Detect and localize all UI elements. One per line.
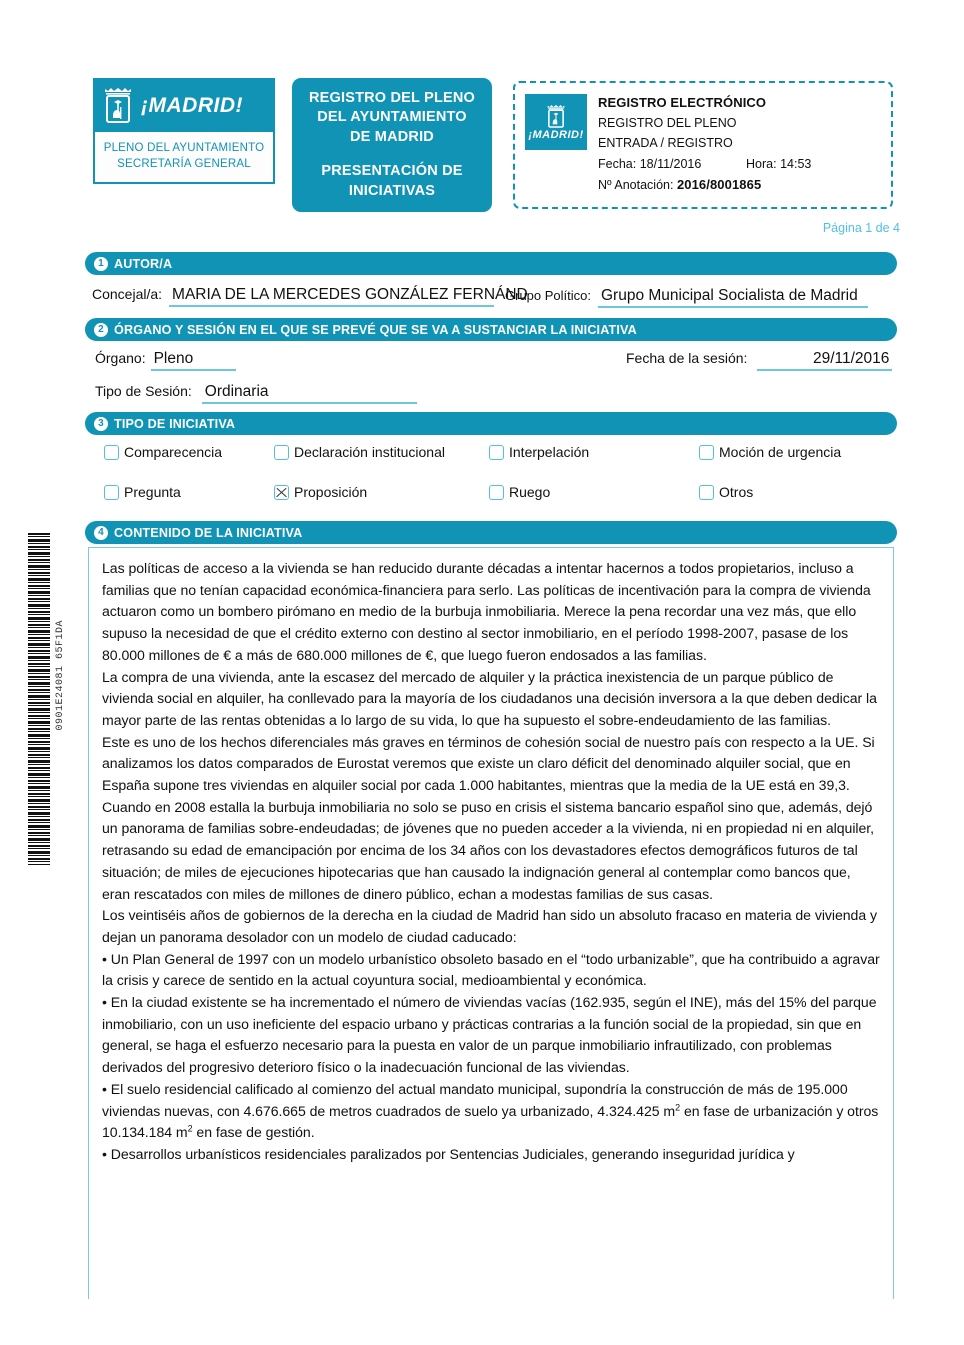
tipo-iniciativa-checkbox-grid [104, 444, 894, 524]
checkbox-label: Otros [719, 484, 754, 500]
checkbox-box-checked-icon[interactable] [274, 485, 289, 500]
barcode-code-label: 0901E24081 65F1DA [55, 620, 66, 731]
section-number-badge: 4 [94, 526, 108, 540]
paragraph-2: La compra de una vivienda, ante la escasez del mercado de alquiler y la práctica inexistencia de un parque público de vivienda social en alquiler, ha conllevado para la mayoría de los ciudadanos una decisión inversora a la que deben dedicar la mayor parte de las rentas obtenidas a lo largo de su vida, lo que ha supuesto el sobre-endeudamiento de las familias. [102, 668, 877, 728]
stamp-fecha-label: Fecha: [598, 156, 637, 171]
stamp-fecha-value: 18/11/2016 [639, 156, 702, 171]
section-number-badge: 3 [94, 417, 108, 431]
concejal-field [92, 286, 528, 307]
paragraph-4: Cuando en 2008 estalla la burbuja inmobiliaria no solo se puso en crisis el sistema bancario español sino que, además, dejó un panorama de familias sobre-endeudadas; de jóvenes que no pueden acceder a la vivienda, ni en propiedad ni en alquiler, retrasando su edad de emancipación por encima de los 34 años con los devastadores efectos demográficos futuros de tal situación; de miles de ejecuciones hipotecarias que han causado la indignación general al contemplar como bancos que, eran rescatados con miles de millones de dinero público, echan a modestas familias de sus casas. [102, 798, 875, 902]
madrid-logo-banner [93, 78, 275, 132]
paragraph-5: Los veintiséis años de gobiernos de la derecha en la ciudad de Madrid han sido un absoluto fracaso en materia de vivienda y dejan un panorama desolador con un modelo de ciudad caducado: [102, 907, 877, 945]
section-header-autor [85, 252, 897, 275]
madrid-coat-of-arms-icon [101, 85, 135, 125]
stamp-title: REGISTRO ELECTRÓNICO [598, 95, 767, 110]
document-title-block [292, 78, 492, 212]
paragraph-6-bullet: • Un Plan General de 1997 con un modelo urbanístico obsoleto basado en el “todo urbanizable”, que ha contribuido a agravar la crisis y carece de sentido en la actual coyuntura social, medioambiental y económica. [102, 950, 880, 989]
p8-part-c: en fase de gestión. [192, 1124, 315, 1141]
checkbox-box-icon[interactable] [699, 485, 714, 500]
madrid-logo-block [93, 78, 275, 184]
paragraph-7-bullet: • En la ciudad existente se ha incrementado el número de viviendas vacías (162.935, según el INE), más del 15% del parque inmobiliario, con un uso ineficiente del espacio urbano y prácticas contrarias a la función social de la propiedad, sin que en general, se haga el esfuerzo necesario para la puesta en valor de un parque inmobiliario infrautilizado, con problemas derivados del progresivo deterioro físico o la inadecuación funcional de las viviendas. [102, 994, 877, 1076]
checkbox-label: Ruego [509, 484, 551, 500]
checkbox-box-icon[interactable] [489, 445, 504, 460]
paragraph-9-bullet: • Desarrollos urbanísticos residenciales paralizados por Sentencias Judiciales, generando inseguridad jurídica y [102, 1145, 795, 1162]
logo-subtitle [93, 132, 275, 184]
section-title: AUTOR/A [114, 256, 173, 271]
checkbox-label: Interpelación [509, 444, 590, 460]
title-line-4: PRESENTACIÓN DE [321, 163, 463, 180]
checkbox-row-2 [104, 484, 894, 524]
tipo-sesion-value[interactable]: Ordinaria [202, 383, 417, 404]
title-line-1: REGISTRO DEL PLENO [308, 89, 476, 106]
section-number-badge: 2 [94, 323, 108, 337]
p8-part-a: • El suelo residencial calificado al comienzo del actual mandato municipal, supondría la construcción de más de 195.000 viviendas nuevas, con 4.676.665 de metros cuadrados de suelo ya urbanizado, 4.324.425 m [102, 1080, 848, 1119]
title-line-2: DEL AYUNTAMIENTO [317, 109, 467, 126]
organo-value[interactable]: Pleno [151, 350, 236, 371]
checkbox-declaracion-institucional[interactable] [274, 444, 489, 460]
organo-label: Órgano: [95, 350, 146, 366]
checkbox-interpelacion[interactable] [489, 444, 699, 460]
paragraph-3: Este es uno de los hechos diferenciales más graves en términos de cohesión social de nuestro país con respecto a la UE. Si analizamos los datos comparados de Eurostat veremos que existe un claro déficit del denominado alquiler social, que en España supone tres viviendas en alquiler social por cada 1.000 habitantes, mientras que la media de la UE está en 39,3. [102, 733, 875, 794]
checkbox-box-icon[interactable] [699, 445, 714, 460]
document-header [93, 78, 893, 218]
p8-superscript-2: 2 [187, 1123, 193, 1134]
stamp-anotacion-row [598, 174, 881, 195]
madrid-coat-of-arms-icon [545, 103, 567, 129]
stamp-anotacion-value: 2016/8001865 [676, 176, 762, 192]
checkbox-label: Proposición [294, 484, 368, 500]
paragraph-1: Las políticas de acceso a la vivienda se han reducido durante décadas a intentar hacernos a todos propietarios, incluso a familias que no tenían capacidad económica-financiera para serlo. Las políticas de incentivación para la compra de vivienda actuaron como un bombero pirómano en medio de la burbuja inmobiliaria. Merece la pena recordar una vez más, que ello supuso la necesidad de que el crédito externo con destino al sector inmobiliario, en el período 1998-2007, pasase de los 80.000 millones de € a más de 680.000 millones de €, que luego fueron endosados a las familias. [102, 560, 871, 663]
grupo-politico-value[interactable]: Grupo Municipal Socialista de Madrid [598, 287, 868, 308]
section-header-tipo-iniciativa [85, 412, 897, 435]
title-line-5: INICIATIVAS [348, 182, 436, 199]
checkbox-ruego[interactable] [489, 484, 699, 500]
fecha-sesion-label: Fecha de la sesión: [626, 350, 748, 366]
grupo-politico-label: Grupo Político: [505, 288, 591, 303]
paragraph-8-bullet [102, 1079, 880, 1144]
checkbox-label: Declaración institucional [294, 444, 445, 460]
checkbox-label: Comparecencia [124, 444, 223, 460]
section-title: TIPO DE INICIATIVA [114, 416, 236, 431]
stamp-subtitle: REGISTRO DEL PLENO [598, 116, 737, 131]
p8-part-b: en fase de urbanización y otros 10.134.184 m [102, 1102, 879, 1141]
section-header-contenido [85, 521, 897, 544]
stamp-hora-value: 14:53 [780, 156, 812, 171]
tipo-sesion-field [95, 383, 417, 404]
logo-subtitle-line1: PLENO DEL AYUNTAMIENTO [103, 142, 265, 155]
contenido-iniciativa-text [88, 547, 894, 1299]
barcode [28, 533, 50, 865]
electronic-registry-stamp [513, 81, 893, 209]
tipo-sesion-label: Tipo de Sesión: [95, 383, 192, 399]
checkbox-otros[interactable] [699, 484, 753, 500]
concejal-value[interactable]: MARIA DE LA MERCEDES GONZÁLEZ FERNÁND [169, 286, 494, 307]
checkbox-label: Pregunta [124, 484, 181, 500]
stamp-date-time-row [598, 154, 881, 174]
checkbox-label: Moción de urgencia [719, 444, 842, 460]
stamp-entry-label: ENTRADA / REGISTRO [598, 136, 733, 151]
grupo-politico-field [505, 287, 868, 308]
title-line-3: DE MADRID [350, 128, 434, 145]
checkbox-box-icon[interactable] [274, 445, 289, 460]
checkbox-mocion-urgencia[interactable] [699, 444, 841, 460]
section-title: CONTENIDO DE LA INICIATIVA [114, 525, 303, 540]
page-number: Página 1 de 4 [822, 221, 900, 235]
stamp-hora [746, 154, 811, 174]
stamp-anotacion-label: Nº Anotación: [598, 177, 674, 192]
stamp-hora-label: Hora: [746, 156, 777, 171]
fecha-sesion-value[interactable]: 29/11/2016 [757, 350, 892, 371]
stamp-madrid-wordmark: ¡MADRID! [528, 129, 584, 141]
organo-field [95, 350, 236, 371]
concejal-label: Concejal/a: [92, 286, 163, 302]
fecha-sesion-field [626, 350, 892, 371]
section-number-badge: 1 [94, 257, 108, 271]
checkbox-box-icon[interactable] [104, 485, 119, 500]
logo-subtitle-line2: SECRETARÍA GENERAL [117, 158, 251, 170]
madrid-wordmark: ¡MADRID! [141, 93, 243, 117]
checkbox-box-icon[interactable] [489, 485, 504, 500]
stamp-madrid-logo [525, 94, 587, 150]
p8-superscript-1: 2 [675, 1101, 681, 1112]
checkbox-box-icon[interactable] [104, 445, 119, 460]
stamp-text-lines [598, 92, 881, 198]
checkbox-proposicion[interactable] [274, 484, 489, 500]
checkbox-row-1 [104, 444, 894, 484]
barcode-bars [28, 533, 50, 865]
section-title: ÓRGANO Y SESIÓN EN EL QUE SE PREVÉ QUE SE VA A SUSTANCIAR LA INICIATIVA [114, 322, 637, 337]
stamp-fecha [598, 154, 746, 174]
section-header-organo [85, 318, 897, 341]
checkbox-comparecencia[interactable] [104, 444, 274, 460]
checkbox-pregunta[interactable] [104, 484, 274, 500]
